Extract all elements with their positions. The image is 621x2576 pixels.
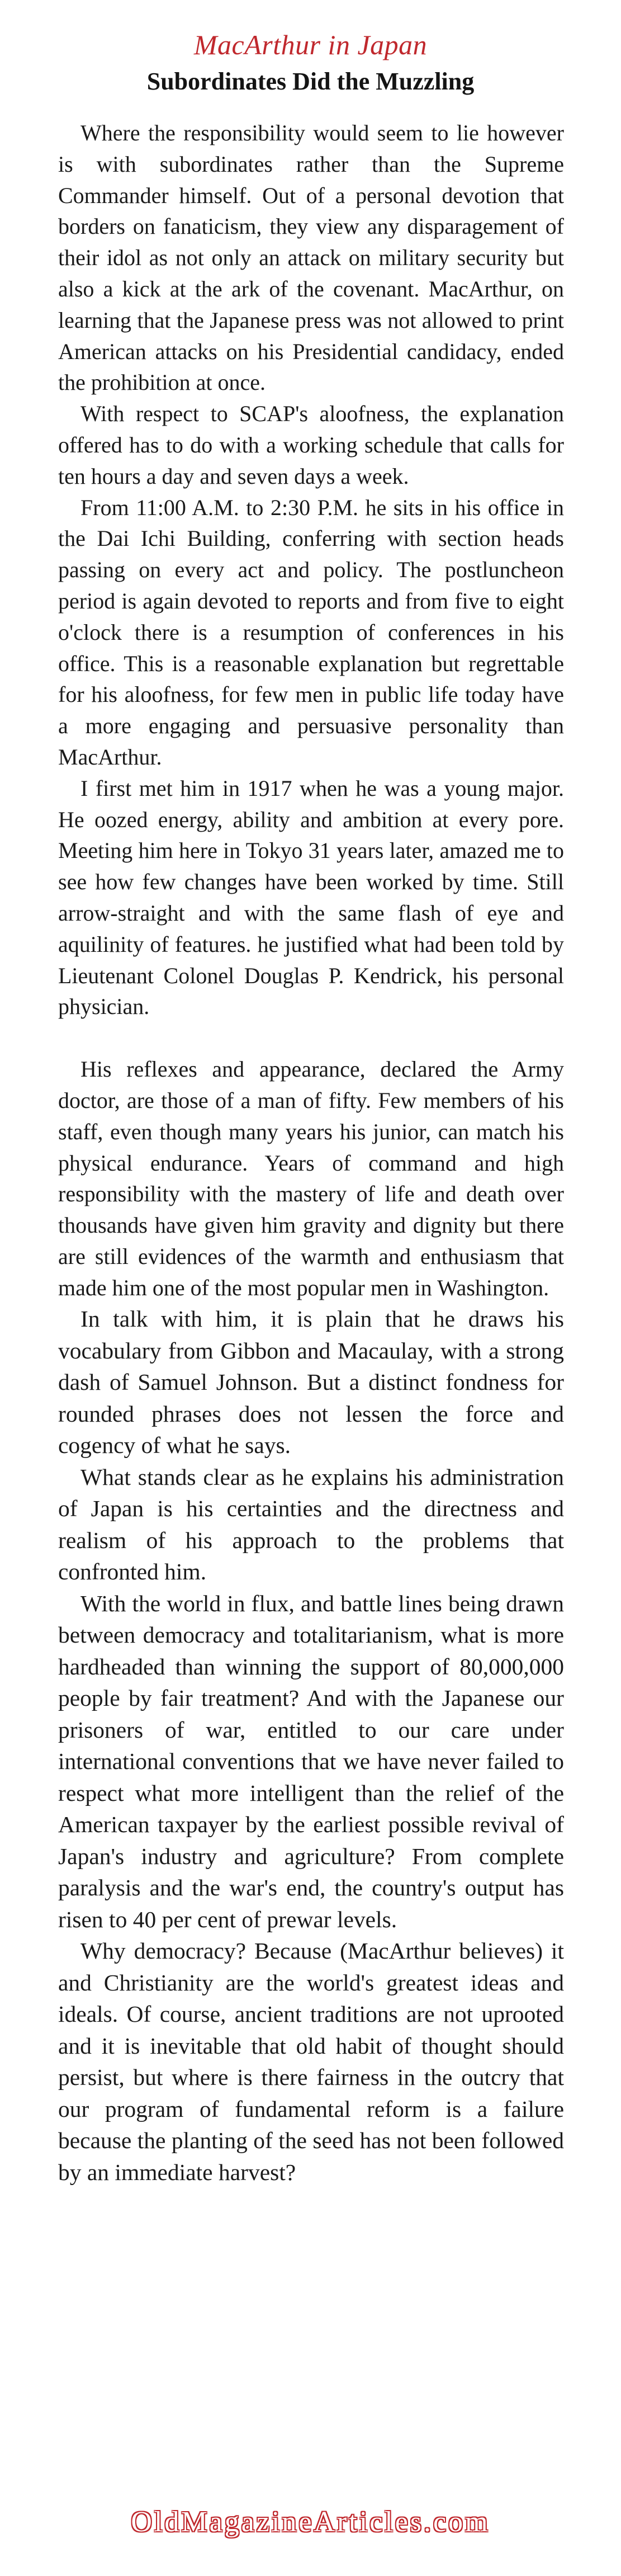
article-headline: Subordinates Did the Muzzling [146,68,475,95]
article-paragraph: In talk with him, it is plain that he draws his vocabulary from Gibbon and Macaulay, with a strong dash of Samuel Johnson. But a distinct fondness for rounded phrases does not lessen the force and cogency of what he says. [58,1306,564,1459]
article-body [58,117,564,2478]
article-paragraph: Where the responsibility would seem to lie however is with subordinates rather than the Supreme Commander himself. Out of a personal devotion that borders on fanaticism, they view any disparagement of their idol as not only an attack on military security but also a kick at the ark of the covenant. MacArthur, on learning that the Japanese press was not allowed to print American attacks on his Presidential candidacy, ended the prohibition at once. [58,120,564,395]
article-paragraph: Why democracy? Because (MacArthur believes) it and Christianity are the world's greatest ideas and ideals. Of course, ancient traditions are not uprooted and it is inevitable that old habit of thought should persist, but where is there fairness in the outcry that our program of fundamental reform is a failure because the planting of the seed has not been followed by an immediate harvest? [58,1938,564,2185]
article-paragraph: His reflexes and appearance, declared the Army doctor, are those of a man of fifty. Few members of his staff, even though many years his junior, can match his physical endurance. Years of command and high responsibility with the mastery of life and death over thousands have given him gravity and dignity but there are still evidences of the warmth and enthusiasm that made him one of the most popular men in Washington. [58,1056,564,1300]
article-paragraph: I first met him in 1917 when he was a young major. He oozed energy, ability and ambition at every pore. Meeting him here in Tokyo 31 years later, amazed me to see how few changes have been worked by time. Still arrow-straight and with the same flash of eye and aquilinity of features. he justified what had been told by Lieutenant Colonel Douglas P. Kendrick, his personal physician. [58,775,564,1020]
section-kicker: MacArthur in Japan [193,29,428,60]
source-watermark: OldMagazineArticles.com [131,2506,490,2538]
article-paragraph: With the world in flux, and battle lines being drawn between democracy and totalitarianism, what is more hardheaded than winning the support of 80,000,000 people by fair treatment? And with the Japanese our prisoners of war, entitled to our care under international conventions that we have never failed to respect what more intelligent than the relief of the American taxpayer by the earliest possible revival of Japan's industry and agriculture? From complete paralysis and the war's end, the country's output has risen to 40 per cent of prewar levels. [58,1590,564,1932]
article-paragraph: With respect to SCAP's aloofness, the explanation offered has to do with a working schedule that calls for ten hours a day and seven days a week. [58,401,564,489]
article-paragraph: What stands clear as he explains his administration of Japan is his certainties and the directness and realism of his approach to the problems that confronted him. [58,1464,564,1585]
article-paragraph: From 11:00 A.M. to 2:30 P.M. he sits in his office in the Dai Ichi Building, conferring with section heads passing on every act and policy. The postluncheon period is again devoted to reports and from five to eight o'clock there is a resumption of conferences in his office. This is a reasonable explanation but regrettable for his aloofness, for few men in public life today have a more engaging and persuasive personality than MacArthur. [58,494,564,770]
